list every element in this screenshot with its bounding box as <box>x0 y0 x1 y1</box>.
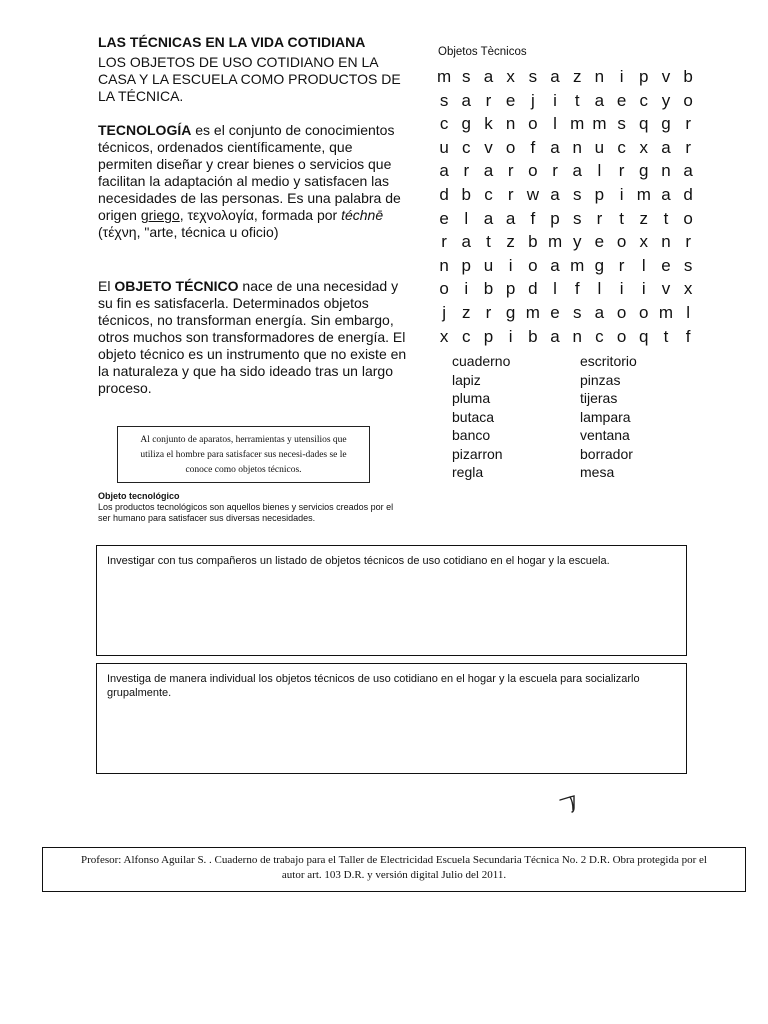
word-search-letter[interactable]: i <box>508 326 513 346</box>
word-search-letter[interactable]: c <box>595 326 604 346</box>
word-search-letter[interactable]: x <box>683 279 693 299</box>
word-search-row <box>433 230 699 254</box>
word-search-letter[interactable]: n <box>572 137 582 157</box>
word-list-item: lapiz <box>452 371 481 388</box>
word-search-letter[interactable]: m <box>658 302 674 322</box>
word-search-row <box>433 136 699 160</box>
word-search-letter[interactable]: u <box>439 137 449 157</box>
word-search-letter[interactable]: n <box>661 232 671 252</box>
word-search-letter[interactable]: g <box>639 161 649 181</box>
word-search-letter[interactable]: i <box>464 279 469 299</box>
tecnologia-text-b: , τεχνολογία, formada por <box>179 207 342 223</box>
word-search-letter[interactable]: a <box>483 67 494 86</box>
word-list-right <box>580 352 637 482</box>
word-search-letter[interactable]: a <box>661 137 671 157</box>
word-search-letter[interactable]: p <box>594 184 605 204</box>
word-search-letter[interactable]: o <box>616 326 627 346</box>
word-search-letter[interactable]: f <box>530 137 536 157</box>
word-search-letter[interactable]: m <box>570 255 585 275</box>
word-search-letter[interactable]: t <box>486 232 491 252</box>
word-search-letter[interactable]: x <box>506 67 515 86</box>
word-search-letter[interactable]: m <box>547 232 563 252</box>
word-search-letter[interactable]: c <box>462 326 471 346</box>
word-search-letter[interactable]: c <box>462 137 471 157</box>
word-search-letter[interactable]: a <box>505 208 516 228</box>
word-search-letter[interactable]: d <box>528 279 538 299</box>
word-search-letter[interactable]: r <box>618 255 625 275</box>
word-search-letter[interactable]: z <box>462 302 471 322</box>
word-search-row <box>433 159 699 183</box>
word-search-letter[interactable]: t <box>663 326 669 346</box>
word-search-letter[interactable]: s <box>462 67 471 86</box>
word-search-letter[interactable]: r <box>463 161 470 181</box>
word-search-letter[interactable]: v <box>661 67 671 86</box>
word-search-letter[interactable]: c <box>639 90 649 110</box>
word-search-letter[interactable]: g <box>594 255 605 275</box>
word-search-row <box>433 112 699 136</box>
word-search-letter[interactable]: m <box>437 67 452 86</box>
word-search-letter[interactable]: r <box>618 161 625 181</box>
word-search-letter[interactable]: r <box>685 232 691 252</box>
word-search-letter[interactable]: e <box>439 208 449 228</box>
word-search-letter[interactable]: r <box>441 232 447 252</box>
word-search-letter[interactable]: k <box>484 114 493 134</box>
word-search-letter[interactable]: y <box>572 232 582 252</box>
word-search-letter[interactable]: p <box>505 279 516 299</box>
word-search-letter[interactable]: n <box>505 114 516 134</box>
word-search-letter[interactable]: i <box>553 90 557 110</box>
word-search-letter[interactable]: x <box>439 326 449 346</box>
page-subtitle: LOS OBJETOS DE USO COTIDIANO EN LA CASA Y LA ESCUELA COMO PRODUCTOS DE LA TÉCNICA. <box>98 54 401 104</box>
word-search-letter[interactable]: i <box>619 184 624 204</box>
word-search-letter[interactable]: v <box>484 137 493 157</box>
word-search-letter[interactable]: n <box>661 161 671 181</box>
word-search-letter[interactable]: a <box>550 326 560 346</box>
page-mark-icon <box>558 794 582 816</box>
word-search-letter[interactable]: z <box>639 208 649 228</box>
word-list-item: butaca <box>452 408 495 425</box>
word-search-letter[interactable]: l <box>464 208 469 228</box>
word-search-letter[interactable]: o <box>616 232 627 252</box>
word-search-letter[interactable]: l <box>597 279 602 299</box>
word-search-letter[interactable]: b <box>483 279 494 299</box>
word-search-letter[interactable]: c <box>439 114 449 134</box>
word-search-letter[interactable]: a <box>439 161 449 181</box>
word-search-letter[interactable]: m <box>570 114 585 134</box>
page-title: LAS TÉCNICAS EN LA VIDA COTIDIANA <box>98 34 366 50</box>
word-search-letter[interactable]: a <box>550 67 560 86</box>
word-search-letter[interactable]: e <box>505 90 516 110</box>
word-search-letter[interactable]: e <box>594 232 605 252</box>
word-search-letter[interactable]: w <box>526 184 539 204</box>
word-list-item: regla <box>452 464 484 480</box>
word-search-letter[interactable]: a <box>683 161 693 181</box>
word-search-letter[interactable]: e <box>661 255 671 275</box>
objeto-tecnologico-text: Los productos tecnológicos son aquellos bienes y servicios creados por el ser humano para satisfacer sus diversas necesidades. <box>98 502 394 523</box>
word-search-letter[interactable]: r <box>685 137 691 157</box>
word-search-letter[interactable]: d <box>439 184 449 204</box>
word-search-letter[interactable]: g <box>505 302 516 322</box>
word-search-letter[interactable]: t <box>663 208 669 228</box>
task-1-text: Investigar con tus compañeros un listado de objetos técnicos de uso cotidiano en el hogar y la escuela. <box>107 555 610 567</box>
word-search-letter[interactable]: a <box>461 232 472 252</box>
word-search-letter[interactable]: v <box>661 279 671 299</box>
word-search-letter[interactable]: i <box>641 279 646 299</box>
word-search-letter[interactable]: r <box>485 302 492 322</box>
word-search-letter[interactable]: a <box>483 208 494 228</box>
word-search-row <box>433 254 699 278</box>
word-search-letter[interactable]: c <box>617 137 626 157</box>
word-search-letter[interactable]: l <box>553 114 557 134</box>
word-search-letter[interactable]: e <box>616 90 627 110</box>
word-list-item: tijeras <box>580 390 618 406</box>
word-search-letter[interactable]: o <box>683 208 693 228</box>
word-search-letter[interactable]: p <box>461 255 472 275</box>
word-search-letter[interactable]: c <box>484 184 493 204</box>
word-search-row <box>433 325 699 349</box>
word-search-row <box>433 89 699 113</box>
word-search-letter[interactable]: b <box>528 232 538 252</box>
word-search-letter[interactable]: b <box>683 67 693 86</box>
word-search-letter[interactable]: t <box>619 208 624 228</box>
word-search-letter[interactable]: a <box>550 184 560 204</box>
word-list-item: mesa <box>580 464 615 480</box>
word-search-letter[interactable]: f <box>530 208 536 228</box>
task-2-text: Investiga de manera individual los objetos técnicos de uso cotidiano en el hogar y la escuela para socializarlo grupalmente. <box>107 673 640 699</box>
word-search-letter[interactable]: g <box>661 114 671 134</box>
definition-box: Al conjunto de aparatos, herramientas y utensilios que utiliza el hombre para satisfacer sus necesi-dades se le conoce como objetos técnicos. <box>117 426 370 483</box>
word-search-letter[interactable]: p <box>550 208 560 228</box>
word-list-item: borrador <box>580 445 633 462</box>
word-search-letter[interactable]: o <box>683 90 693 110</box>
word-search-letter[interactable]: s <box>572 208 582 228</box>
word-list-item: banco <box>452 427 491 443</box>
word-search-letter[interactable]: g <box>461 114 472 134</box>
objeto-prefix: El <box>98 278 115 294</box>
word-list-item: pluma <box>452 390 491 406</box>
word-search-letter[interactable]: f <box>574 279 580 299</box>
word-search-letter[interactable]: l <box>597 161 602 181</box>
word-list-item: cuaderno <box>452 353 511 369</box>
tecnologia-text-a: es el conjunto de conocimientos técnicos, ordenados científicamente, que permiten diseñar y crear bienes o servicios que facilitan la adaptación al medio y satisfacen las necesidades de las personas. Es una palabra de origen <box>98 122 401 223</box>
word-search-letter[interactable]: a <box>550 255 560 275</box>
word-search-letter[interactable]: n <box>594 67 605 86</box>
word-search-letter[interactable]: b <box>461 184 472 204</box>
word-search-row <box>433 65 699 89</box>
griego-link[interactable]: griego <box>140 207 180 223</box>
word-search-letter[interactable]: a <box>461 90 472 110</box>
word-search-letter[interactable]: u <box>594 137 605 157</box>
word-search-letter[interactable]: l <box>641 255 646 275</box>
word-search-letter[interactable]: u <box>483 255 494 275</box>
word-search-letter[interactable]: r <box>685 114 691 134</box>
word-search-letter[interactable]: i <box>508 255 513 275</box>
word-search-row <box>433 277 699 301</box>
word-search-letter[interactable]: l <box>553 279 557 299</box>
tecnologia-text-c: (τέχνη, "arte, técnica u oficio) <box>98 224 279 240</box>
word-search-letter[interactable]: a <box>594 90 605 110</box>
word-search-letter[interactable]: s <box>572 184 582 204</box>
word-search-letter[interactable]: b <box>528 326 538 346</box>
word-search-letter[interactable]: i <box>619 67 624 86</box>
word-search-letter[interactable]: o <box>439 279 449 299</box>
word-search-row <box>433 183 699 207</box>
word-search-letter[interactable]: r <box>507 184 514 204</box>
word-search-letter[interactable]: r <box>485 90 492 110</box>
word-search-letter[interactable]: r <box>596 208 603 228</box>
tecnologia-paragraph <box>98 122 408 241</box>
word-search-letter[interactable]: o <box>639 302 649 322</box>
word-search-letter[interactable]: y <box>661 90 671 110</box>
word-search-letter[interactable]: m <box>592 114 607 134</box>
word-search-letter[interactable]: p <box>483 326 494 346</box>
word-list-item: escritorio <box>580 353 637 369</box>
tecnologia-term: TECNOLOGÍA <box>98 122 192 138</box>
word-search-letter[interactable]: e <box>550 302 560 322</box>
word-list-item: pinzas <box>580 371 621 388</box>
task-box-2[interactable] <box>96 663 687 774</box>
word-search-letter[interactable]: d <box>683 184 693 204</box>
word-search-letter[interactable]: f <box>685 326 691 346</box>
techne-word: téchnē <box>341 207 384 223</box>
word-search-letter[interactable]: a <box>572 161 582 181</box>
footer-box: Profesor: Alfonso Aguilar S. . Cuaderno de trabajo para el Taller de Electricidad Escuela Secundaria Técnica No. 2 D.R. Obra protegida por el autor art. 103 D.R. y versión digital Julio del 2011. <box>42 847 746 892</box>
word-search-letter[interactable]: o <box>528 114 538 134</box>
word-search-letter[interactable]: z <box>506 232 515 252</box>
word-search-letter[interactable]: m <box>525 302 540 322</box>
word-search-letter[interactable]: s <box>439 90 449 110</box>
word-list-item: ventana <box>580 427 630 443</box>
word-search-letter[interactable]: j <box>530 90 535 110</box>
word-search-letter[interactable]: n <box>439 255 449 275</box>
objeto-tecnologico-title: Objeto tecnológico <box>98 491 180 501</box>
word-search-row <box>433 207 699 231</box>
word-search-letter[interactable]: a <box>550 137 560 157</box>
word-search-title: Objetos Tècnicos <box>438 46 527 58</box>
word-list-item: pizarron <box>452 445 503 462</box>
word-search-letter[interactable]: a <box>483 161 494 181</box>
word-search-letter[interactable]: j <box>442 302 446 322</box>
word-search-letter[interactable]: o <box>505 137 516 157</box>
objeto-tecnico-term: OBJETO TÉCNICO <box>114 278 239 294</box>
word-search-letter[interactable]: z <box>572 67 582 86</box>
word-search-letter[interactable]: a <box>661 184 671 204</box>
word-search-letter[interactable]: p <box>639 67 649 86</box>
word-search-letter[interactable]: s <box>572 302 582 322</box>
objeto-tecnico-paragraph <box>98 278 408 397</box>
word-search-letter[interactable]: i <box>619 279 624 299</box>
word-search-letter[interactable]: a <box>594 302 605 322</box>
word-list-item: lampara <box>580 408 631 425</box>
word-list-left <box>452 352 510 482</box>
word-search-letter[interactable]: o <box>528 255 538 275</box>
word-search-letter[interactable]: q <box>639 326 649 346</box>
objeto-tecnico-text: nace de una necesidad y su fin es satisfacerla. Determinados objetos técnicos, no transforman energía. Sin embargo, otros muchos son transformadores de energía. El objeto técnico es un instrumento que no existe en la naturaleza y que ha sido ideado tras un largo proceso. <box>98 278 407 396</box>
word-search-letter[interactable]: q <box>639 114 649 134</box>
word-search-letter[interactable]: x <box>639 232 649 252</box>
word-search-letter[interactable]: x <box>639 137 649 157</box>
word-search-letter[interactable]: o <box>616 302 627 322</box>
word-search-letter[interactable]: t <box>574 90 580 110</box>
word-search-letter[interactable]: r <box>552 161 558 181</box>
word-search-letter[interactable]: s <box>617 114 626 134</box>
word-search-row <box>433 301 699 325</box>
word-search-letter[interactable]: s <box>683 255 693 275</box>
task-box-1[interactable] <box>96 545 687 656</box>
word-search-grid <box>433 65 699 348</box>
word-search-letter[interactable]: s <box>528 67 538 86</box>
word-search-letter[interactable]: m <box>636 184 651 204</box>
word-search-letter[interactable]: n <box>572 326 582 346</box>
word-search-letter[interactable]: r <box>507 161 514 181</box>
word-search-letter[interactable]: o <box>528 161 538 181</box>
word-search-letter[interactable]: l <box>686 302 691 322</box>
